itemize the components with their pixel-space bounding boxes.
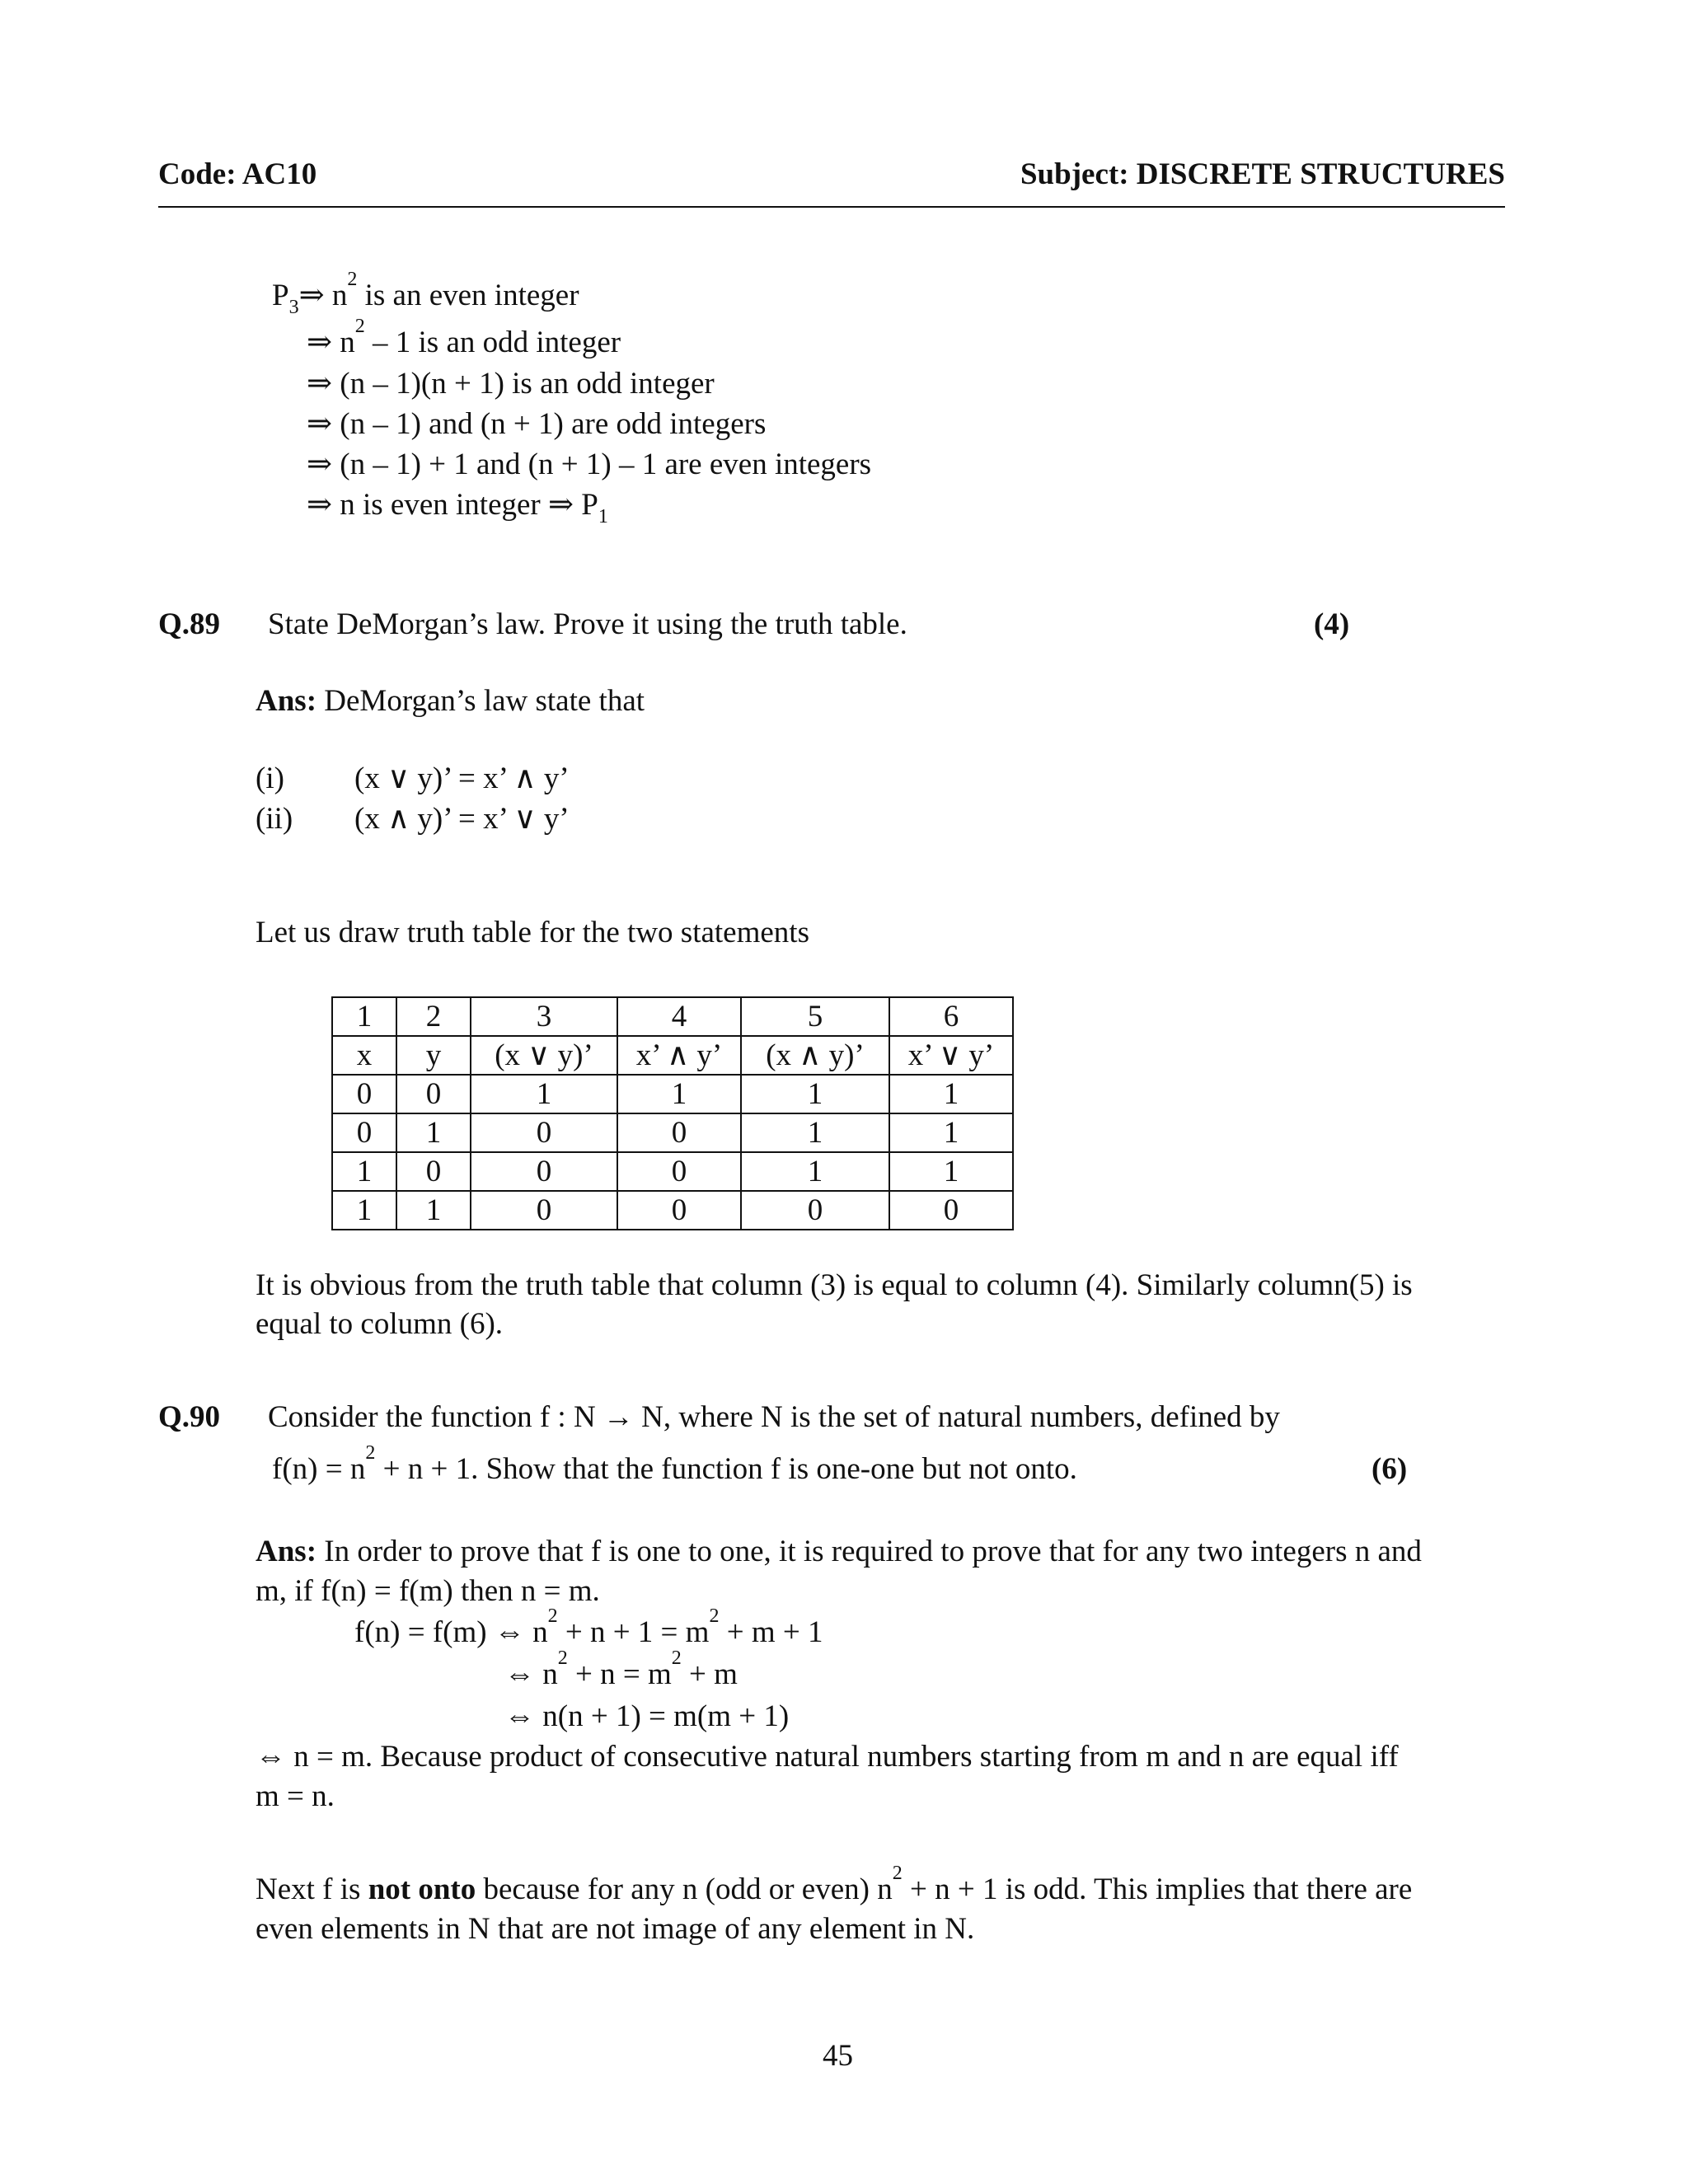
- table-header-row: [332, 1036, 1013, 1075]
- table-cell: 0: [396, 1152, 471, 1191]
- proof-line-6: ⇒ n is even integer ⇒ $P_1$: [307, 488, 608, 527]
- q90-question-line-1: Consider the function f : N → N, where N is the set of natural numbers, defined by: [268, 1400, 1280, 1434]
- header-code: Code: AC10: [158, 157, 317, 191]
- law-ii-label: (ii): [256, 802, 293, 836]
- q90-onto-line-1: Next f is not onto because for any n (odd or even) $n^2 + n + 1$ is odd. This implies that there are: [256, 1863, 1413, 1906]
- proof-line-3: ⇒ (n – 1)(n + 1) is an odd integer: [307, 367, 715, 401]
- table-cell: 2: [396, 997, 471, 1036]
- table-row: [332, 1113, 1013, 1152]
- q90-answer-line-1: Ans: In order to prove that f is one to one, it is required to prove that for any two integers n and: [256, 1535, 1422, 1568]
- table-header-cell: (x ∨ y)’: [471, 1036, 617, 1075]
- table-header-cell: x’ ∧ y’: [617, 1036, 741, 1075]
- table-cell: 5: [741, 997, 889, 1036]
- table-cell: 0: [396, 1075, 471, 1113]
- table-cell: 1: [741, 1152, 889, 1191]
- truth-table: [331, 996, 1014, 1230]
- table-row-numbers: [332, 997, 1013, 1036]
- q90-onto-line-2: even elements in N that are not image of any element in N.: [256, 1912, 975, 1946]
- table-cell: 1: [617, 1075, 741, 1113]
- proof-line-2: ⇒ $n^2 - 1$ is an odd integer: [307, 316, 621, 359]
- table-cell: 0: [471, 1152, 617, 1191]
- table-header-cell: x: [332, 1036, 396, 1075]
- table-cell: 0: [617, 1113, 741, 1152]
- table-cell: 6: [889, 997, 1013, 1036]
- table-cell: 0: [332, 1075, 396, 1113]
- proof-line-4: ⇒ (n – 1) and (n + 1) are odd integers: [307, 407, 767, 441]
- q89-conclusion-line-1: It is obvious from the truth table that column (3) is equal to column (4). Similarly column(5) is: [256, 1268, 1413, 1302]
- table-header-cell: (x ∧ y)’: [741, 1036, 889, 1075]
- q90-marks: (6): [1372, 1452, 1408, 1486]
- table-cell: 0: [332, 1113, 396, 1152]
- page-number: 45: [823, 2039, 853, 2073]
- table-header-cell: y: [396, 1036, 471, 1075]
- q90-equation-3: ⇔ n(n + 1) = m(m + 1): [504, 1699, 790, 1733]
- table-intro: Let us draw truth table for the two statements: [256, 916, 809, 949]
- table-cell: 1: [332, 1152, 396, 1191]
- table-cell: 0: [471, 1113, 617, 1152]
- table-cell: 4: [617, 997, 741, 1036]
- proof-line-1: $P_3\Rightarrow$ $n^2$ is an even integer: [272, 269, 579, 318]
- table-cell: 1: [741, 1113, 889, 1152]
- q90-conclusion-line-2: m = n.: [256, 1779, 335, 1813]
- table-cell: 0: [617, 1191, 741, 1230]
- q90-equation-1: f(n) = f(m) ⇔ $n^2 + n + 1 = m^2 + m + 1$: [354, 1605, 823, 1649]
- q90-conclusion-line-1: ⇔ n = m. Because product of consecutive natural numbers starting from m and n are equal iff: [256, 1740, 1399, 1774]
- header-subject: Subject: DISCRETE STRUCTURES: [1020, 157, 1505, 191]
- header-divider: [158, 206, 1505, 208]
- table-cell: 3: [471, 997, 617, 1036]
- table-header-cell: x’ ∨ y’: [889, 1036, 1013, 1075]
- table-cell: 1: [471, 1075, 617, 1113]
- table-cell: 0: [741, 1191, 889, 1230]
- table-cell: 1: [332, 1191, 396, 1230]
- q89-answer: Ans: DeMorgan’s law state that: [256, 684, 645, 718]
- table-cell: 1: [889, 1075, 1013, 1113]
- q89-question: State DeMorgan’s law. Prove it using the truth table.: [268, 607, 907, 641]
- q90-equation-2: ⇔ $n^2 + n = m^2 + m$: [504, 1647, 738, 1691]
- q89-marks: (4): [1314, 607, 1350, 641]
- table-cell: 1: [889, 1152, 1013, 1191]
- law-ii: (x ∧ y)’ = x’ ∨ y’: [354, 802, 570, 836]
- table-cell: 0: [617, 1152, 741, 1191]
- table-cell: 1: [741, 1075, 889, 1113]
- table-cell: 1: [889, 1113, 1013, 1152]
- table-cell: 1: [396, 1113, 471, 1152]
- q90-number: Q.90: [158, 1400, 221, 1434]
- table-row: [332, 1191, 1013, 1230]
- table-cell: 1: [396, 1191, 471, 1230]
- law-i-label: (i): [256, 762, 284, 795]
- q90-answer-line-2: m, if f(n) = f(m) then n = m.: [256, 1574, 600, 1608]
- q89-number: Q.89: [158, 607, 221, 641]
- law-i: (x ∨ y)’ = x’ ∧ y’: [354, 762, 570, 795]
- table-row: [332, 1152, 1013, 1191]
- table-cell: 0: [471, 1191, 617, 1230]
- table-cell: 0: [889, 1191, 1013, 1230]
- q90-question-line-2: $f(n) = n^2 + n + 1$. Show that the function f is one-one but not onto.: [272, 1442, 1077, 1486]
- table-row: [332, 1075, 1013, 1113]
- q89-conclusion-line-2: equal to column (6).: [256, 1307, 504, 1341]
- table-cell: 1: [332, 997, 396, 1036]
- proof-line-5: ⇒ (n – 1) + 1 and (n + 1) – 1 are even integers: [307, 448, 872, 481]
